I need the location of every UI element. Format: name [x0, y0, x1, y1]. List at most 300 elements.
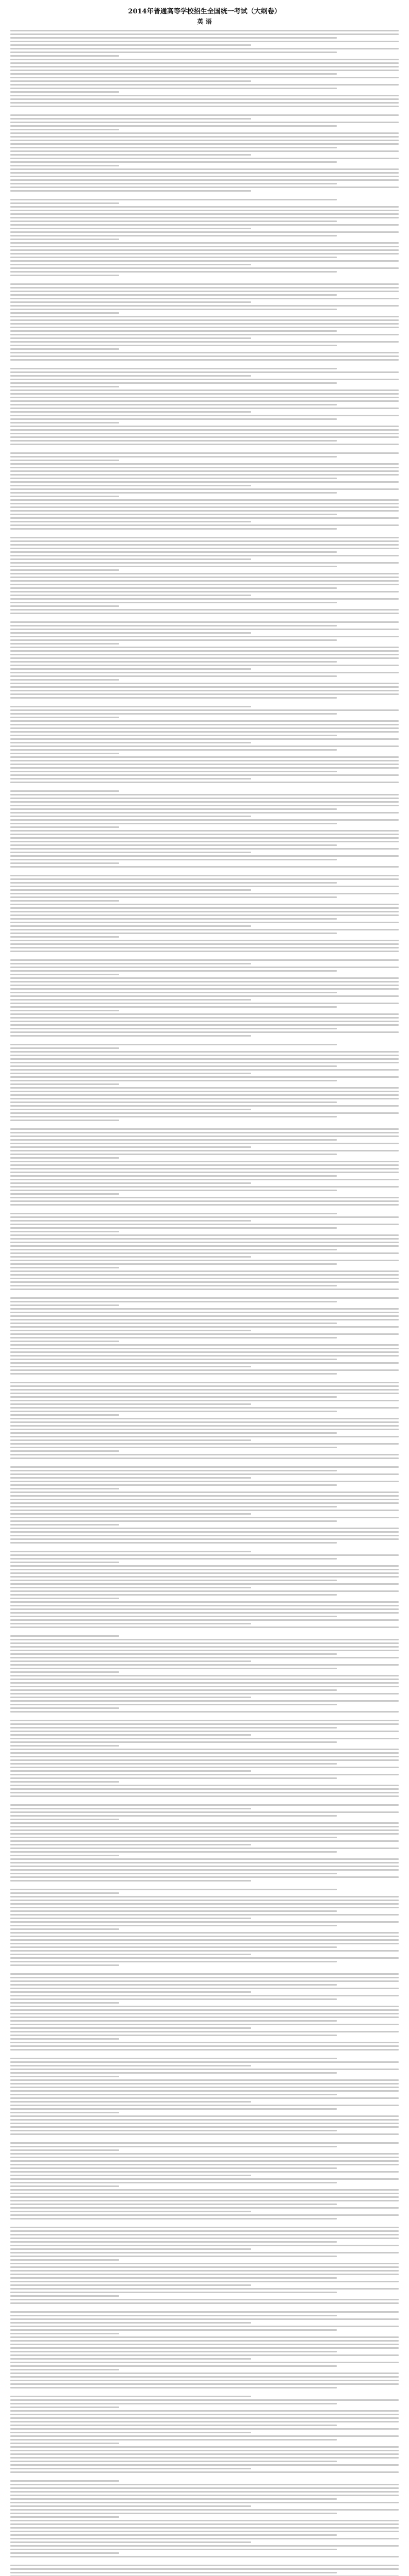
text-line-placeholder [10, 1216, 399, 1218]
text-line-placeholder [10, 1289, 399, 1290]
text-line-placeholder [10, 735, 337, 736]
exam-page [10, 7, 399, 26]
paragraph-gap [10, 2053, 399, 2058]
text-line-placeholder [10, 1774, 399, 1775]
text-line-placeholder [10, 1080, 337, 1081]
text-line-placeholder [10, 355, 399, 357]
text-line-placeholder [10, 1826, 399, 1827]
paragraph-gap [10, 2391, 399, 2396]
text-line-placeholder [10, 2189, 399, 2191]
text-line-placeholder [10, 1756, 399, 1757]
text-line-placeholder [10, 2468, 251, 2469]
text-line-placeholder [10, 2572, 337, 2573]
text-line-placeholder [10, 429, 399, 431]
text-line-placeholder [10, 1932, 399, 1934]
text-line-placeholder [10, 1278, 399, 1279]
text-line-placeholder [10, 150, 399, 152]
text-line-placeholder [10, 2318, 399, 2320]
text-line-placeholder [10, 896, 337, 898]
text-line-placeholder [10, 639, 337, 641]
text-line-placeholder [10, 852, 251, 853]
text-line-placeholder [10, 2126, 399, 2128]
text-line-placeholder [10, 1576, 399, 1578]
text-line-placeholder [10, 1565, 399, 1567]
text-line-placeholder [10, 382, 337, 384]
text-line-placeholder [10, 2108, 337, 2110]
text-line-placeholder [10, 1407, 399, 1409]
text-line-placeholder [10, 632, 251, 634]
text-line-placeholder [10, 2266, 399, 2268]
text-line-placeholder [10, 1734, 251, 1736]
text-line-placeholder [10, 798, 399, 799]
text-line-placeholder [10, 1245, 399, 1247]
text-line-placeholder [10, 2218, 337, 2219]
text-line-placeholder [10, 1006, 337, 1008]
text-line-placeholder [10, 1369, 399, 1371]
text-line-placeholder [10, 1274, 399, 1276]
text-line-placeholder [10, 2491, 399, 2493]
text-line-placeholder [10, 1499, 399, 1500]
paragraph-gap [10, 1461, 399, 1466]
text-line-placeholder [10, 474, 399, 476]
text-line-placeholder [10, 826, 119, 828]
text-line-placeholder [10, 636, 399, 637]
text-line-placeholder [10, 805, 399, 806]
text-line-placeholder [10, 2238, 399, 2239]
text-line-placeholder [10, 485, 251, 486]
text-line-placeholder [10, 460, 119, 461]
text-line-placeholder [10, 2329, 337, 2331]
text-line-placeholder [10, 1840, 399, 1842]
text-line-placeholder [10, 2487, 399, 2489]
text-line-placeholder [10, 2214, 399, 2216]
text-line-placeholder [10, 1281, 399, 1283]
text-line-placeholder [10, 1689, 337, 1691]
text-line-placeholder [10, 95, 399, 96]
text-line-placeholder [10, 1312, 399, 1313]
text-line-placeholder [10, 2480, 119, 2482]
text-line-placeholder [10, 1988, 399, 1989]
text-line-placeholder [10, 2061, 399, 2063]
text-line-placeholder [10, 327, 399, 328]
text-line-placeholder [10, 1418, 399, 1419]
text-line-placeholder [10, 2446, 399, 2448]
text-line-placeholder [10, 1062, 399, 1063]
paragraph-gap [10, 2222, 399, 2227]
text-line-placeholder [10, 959, 399, 961]
text-line-placeholder [10, 1249, 337, 1250]
text-line-placeholder [10, 2358, 251, 2360]
text-line-placeholder [10, 1837, 337, 1838]
text-line-placeholder [10, 2432, 251, 2433]
text-line-placeholder [10, 129, 119, 130]
text-line-placeholder [10, 967, 399, 968]
text-line-placeholder [10, 657, 399, 659]
text-line-placeholder [10, 2502, 399, 2503]
text-line-placeholder [10, 1822, 399, 1824]
text-line-placeholder [10, 1876, 399, 1878]
text-line-placeholder [10, 488, 399, 490]
text-line-placeholder [10, 1767, 399, 1768]
text-line-placeholder [10, 517, 399, 519]
text-line-placeholder [10, 1921, 399, 1923]
text-line-placeholder [10, 1076, 399, 1078]
text-line-placeholder [10, 463, 399, 465]
text-line-placeholder [10, 2241, 337, 2243]
text-line-placeholder [10, 2457, 399, 2459]
text-line-placeholder [10, 408, 399, 409]
text-line-placeholder [10, 319, 399, 321]
text-line-placeholder [10, 690, 399, 691]
text-line-placeholder [10, 819, 399, 821]
text-line-placeholder [10, 2464, 399, 2466]
text-line-placeholder [10, 2552, 119, 2554]
text-line-placeholder [10, 573, 399, 574]
text-line-placeholder [10, 2568, 399, 2570]
text-line-placeholder [10, 544, 399, 546]
paragraph-gap [10, 447, 399, 452]
text-line-placeholder [10, 1907, 399, 1908]
text-line-placeholder [10, 668, 251, 670]
text-line-placeholder [10, 548, 399, 549]
text-line-placeholder [10, 1903, 399, 1905]
paragraph-gap [10, 1208, 399, 1213]
text-line-placeholder [10, 584, 399, 585]
text-line-placeholder [10, 2193, 399, 2194]
text-line-placeholder [10, 2292, 337, 2293]
text-line-placeholder [10, 2049, 399, 2050]
text-line-placeholder [10, 1531, 399, 1533]
text-line-placeholder [10, 2516, 119, 2518]
text-line-placeholder [10, 778, 251, 779]
text-line-placeholder [10, 760, 399, 761]
text-line-placeholder [10, 1998, 337, 2000]
text-line-placeholder [10, 1421, 399, 1423]
text-line-placeholder [10, 1668, 337, 1669]
text-line-placeholder [10, 1980, 399, 1982]
text-line-placeholder [10, 2396, 251, 2397]
text-line-placeholder [10, 2351, 337, 2352]
text-line-placeholder [10, 1833, 399, 1835]
text-line-placeholder [10, 2354, 399, 2356]
text-line-placeholder [10, 1707, 119, 1709]
text-line-placeholder [10, 301, 251, 303]
text-line-placeholder [10, 1024, 399, 1026]
text-line-placeholder [10, 2016, 399, 2018]
text-line-placeholder [10, 866, 399, 868]
text-line-placeholder [10, 1157, 119, 1159]
text-line-placeholder [10, 1605, 399, 1606]
text-line-placeholder [10, 379, 399, 380]
text-line-placeholder [10, 1594, 337, 1596]
text-line-placeholder [10, 1657, 399, 1658]
text-line-placeholder [10, 1535, 399, 1536]
text-line-placeholder [10, 706, 251, 707]
text-line-placeholder [10, 397, 399, 398]
text-line-placeholder [10, 1443, 399, 1445]
text-line-placeholder [10, 2549, 337, 2550]
text-line-placeholder [10, 1788, 399, 1790]
text-line-placeholder [10, 1182, 251, 1184]
text-line-placeholder [10, 1204, 399, 1206]
text-line-placeholder [10, 1439, 251, 1441]
text-line-placeholder [10, 1664, 399, 1666]
text-line-placeholder [10, 794, 399, 795]
text-line-placeholder [10, 2270, 399, 2272]
text-line-placeholder [10, 2245, 399, 2246]
text-line-placeholder [10, 2428, 399, 2430]
text-line-placeholder [10, 1711, 399, 1713]
text-line-placeholder [10, 988, 399, 990]
text-line-placeholder [10, 1731, 399, 1732]
text-line-placeholder [10, 537, 399, 538]
paragraph-gap [10, 1799, 399, 1804]
text-line-placeholder [10, 260, 399, 262]
text-line-placeholder [10, 1393, 399, 1394]
text-line-placeholder [10, 1252, 399, 1254]
text-line-placeholder [10, 1098, 399, 1099]
text-line-placeholder [10, 2410, 399, 2412]
text-line-placeholder [10, 59, 399, 60]
text-line-placeholder [10, 981, 399, 982]
text-line-placeholder [10, 823, 337, 824]
text-line-placeholder [10, 774, 399, 776]
text-line-placeholder [10, 1939, 399, 1941]
text-line-placeholder [10, 943, 399, 945]
text-line-placeholder [10, 2013, 399, 2014]
text-line-placeholder [10, 422, 119, 423]
text-line-placeholder [10, 1639, 399, 1640]
text-line-placeholder [10, 1301, 337, 1302]
text-line-placeholder [10, 2498, 337, 2500]
text-line-placeholder [10, 1653, 337, 1655]
text-line-placeholder [10, 2119, 399, 2121]
text-line-placeholder [10, 393, 399, 395]
text-line-placeholder [10, 985, 399, 986]
text-line-placeholder [10, 2256, 337, 2257]
text-line-placeholder [10, 118, 251, 120]
text-line-placeholder [10, 1227, 337, 1229]
text-line-placeholder [10, 271, 337, 273]
text-line-placeholder [10, 2105, 399, 2106]
text-line-placeholder [10, 1682, 399, 1684]
text-line-placeholder [10, 2403, 337, 2404]
text-line-placeholder [10, 345, 337, 346]
text-line-placeholder [10, 341, 399, 343]
text-line-placeholder [10, 1542, 337, 1544]
text-line-placeholder [10, 291, 399, 292]
text-line-placeholder [10, 2009, 399, 2011]
text-line-placeholder [10, 551, 337, 553]
text-line-placeholder [10, 1120, 119, 1121]
text-line-placeholder [10, 904, 399, 905]
text-line-placeholder [10, 1660, 251, 1662]
text-line-placeholder [10, 334, 399, 335]
text-line-placeholder [10, 1925, 337, 1926]
text-line-placeholder [10, 2164, 399, 2165]
text-line-placeholder [10, 1172, 399, 1173]
text-line-placeholder [10, 1297, 399, 1299]
text-line-placeholder [10, 147, 337, 148]
text-line-placeholder [10, 2453, 399, 2455]
text-line-placeholder [10, 878, 399, 880]
text-line-placeholder [10, 1190, 337, 1191]
text-line-placeholder [10, 1551, 251, 1552]
text-line-placeholder [10, 1869, 399, 1871]
text-line-placeholder [10, 2115, 399, 2117]
text-line-placeholder [10, 1936, 399, 1937]
text-line-placeholder [10, 591, 399, 592]
text-line-placeholder [10, 992, 337, 993]
text-line-placeholder [10, 886, 399, 887]
paragraph-gap [10, 870, 399, 875]
paragraph-gap [10, 363, 399, 368]
text-line-placeholder [10, 764, 399, 765]
text-line-placeholder [10, 558, 251, 560]
text-line-placeholder [10, 1466, 399, 1468]
text-line-placeholder [10, 731, 399, 733]
text-line-placeholder [10, 348, 119, 350]
text-line-placeholder [10, 1889, 337, 1890]
text-line-placeholder [10, 2523, 399, 2525]
text-line-placeholder [10, 848, 399, 850]
text-line-placeholder [10, 2538, 399, 2539]
text-line-placeholder [10, 598, 399, 600]
text-line-placeholder [10, 528, 337, 530]
text-line-placeholder [10, 2211, 251, 2212]
text-line-placeholder [10, 1091, 399, 1092]
text-line-placeholder [10, 506, 399, 508]
text-line-placeholder [10, 1873, 337, 1874]
text-line-placeholder [10, 330, 337, 332]
text-line-placeholder [10, 2097, 399, 2099]
text-line-placeholder [10, 316, 399, 317]
text-line-placeholder [10, 1759, 399, 1761]
text-line-placeholder [10, 2471, 399, 2473]
text-line-placeholder [10, 2520, 399, 2521]
text-line-placeholder [10, 1285, 337, 1286]
text-line-placeholder [10, 1477, 251, 1479]
text-line-placeholder [10, 918, 337, 920]
text-line-placeholder [10, 1513, 251, 1515]
text-line-placeholder [10, 1105, 399, 1107]
text-line-placeholder [10, 1763, 337, 1765]
text-line-placeholder [10, 1686, 399, 1687]
text-line-placeholder [10, 1263, 337, 1265]
text-line-placeholder [10, 2248, 251, 2250]
text-line-placeholder [10, 309, 337, 310]
text-line-placeholder [10, 1186, 399, 1188]
text-line-placeholder [10, 661, 337, 663]
text-line-placeholder [10, 426, 399, 427]
text-line-placeholder [10, 1193, 119, 1195]
text-line-placeholder [10, 2230, 399, 2232]
text-line-placeholder [10, 2171, 399, 2173]
text-line-placeholder [10, 837, 399, 839]
text-line-placeholder [10, 1047, 119, 1049]
text-line-placeholder [10, 1200, 399, 1202]
text-line-placeholder [10, 1400, 399, 1401]
text-line-placeholder [10, 1319, 399, 1320]
text-line-placeholder [10, 587, 337, 589]
text-line-placeholder [10, 510, 399, 512]
text-line-placeholder [10, 1583, 399, 1585]
text-line-placeholder [10, 2565, 399, 2566]
text-line-placeholder [10, 499, 399, 501]
text-line-placeholder [10, 2090, 399, 2092]
text-line-placeholder [10, 2406, 119, 2408]
text-line-placeholder [10, 283, 399, 285]
text-line-placeholder [10, 1770, 251, 1772]
text-line-placeholder [10, 1943, 399, 1944]
text-line-placeholder [10, 154, 251, 156]
text-line-placeholder [10, 2295, 119, 2297]
text-line-placeholder [10, 140, 399, 141]
text-line-placeholder [10, 2035, 337, 2036]
text-line-placeholder [10, 2299, 399, 2300]
text-line-placeholder [10, 650, 399, 652]
text-line-placeholder [10, 1396, 337, 1398]
text-line-placeholder [10, 1693, 399, 1694]
text-line-placeholder [10, 231, 399, 233]
text-line-placeholder [10, 1587, 251, 1588]
text-line-placeholder [10, 2185, 119, 2187]
text-line-placeholder [10, 1804, 399, 1806]
text-line-placeholder [10, 84, 399, 86]
text-line-placeholder [10, 2252, 399, 2253]
paragraph-gap [10, 2137, 399, 2142]
text-line-placeholder [10, 1224, 399, 1225]
text-line-placeholder [10, 929, 399, 930]
text-line-placeholder [10, 1051, 399, 1053]
text-line-placeholder [10, 1811, 399, 1813]
text-line-placeholder [10, 1601, 399, 1603]
text-line-placeholder [10, 756, 399, 758]
text-line-placeholder [10, 1073, 251, 1074]
text-line-placeholder [10, 1083, 119, 1085]
text-line-placeholder [10, 98, 399, 100]
text-line-placeholder [10, 911, 399, 912]
text-line-placeholder [10, 521, 251, 522]
text-line-placeholder [10, 2160, 399, 2162]
text-line-placeholder [10, 1304, 119, 1306]
text-line-placeholder [10, 1094, 399, 1096]
text-line-placeholder [10, 1572, 399, 1574]
text-line-placeholder [10, 1700, 399, 1702]
text-line-placeholder [10, 1470, 337, 1471]
text-line-placeholder [10, 400, 399, 402]
text-line-placeholder [10, 1950, 399, 1952]
text-line-placeholder [10, 1213, 337, 1214]
text-line-placeholder [10, 199, 337, 200]
text-line-placeholder [10, 970, 337, 972]
text-line-placeholder [10, 1065, 337, 1067]
text-line-placeholder [10, 1450, 119, 1452]
text-line-placeholder [10, 1488, 119, 1489]
text-line-placeholder [10, 951, 399, 952]
text-line-placeholder [10, 1918, 251, 1919]
text-line-placeholder [10, 1554, 399, 1556]
text-line-placeholder [10, 456, 337, 457]
text-line-placeholder [10, 654, 399, 655]
text-line-placeholder [10, 1848, 399, 1849]
text-line-placeholder [10, 1315, 399, 1317]
text-line-placeholder [10, 1454, 399, 1455]
text-line-placeholder [10, 569, 119, 571]
text-line-placeholder [10, 2362, 399, 2363]
text-line-placeholder [10, 1348, 399, 1349]
text-line-placeholder [10, 206, 399, 208]
